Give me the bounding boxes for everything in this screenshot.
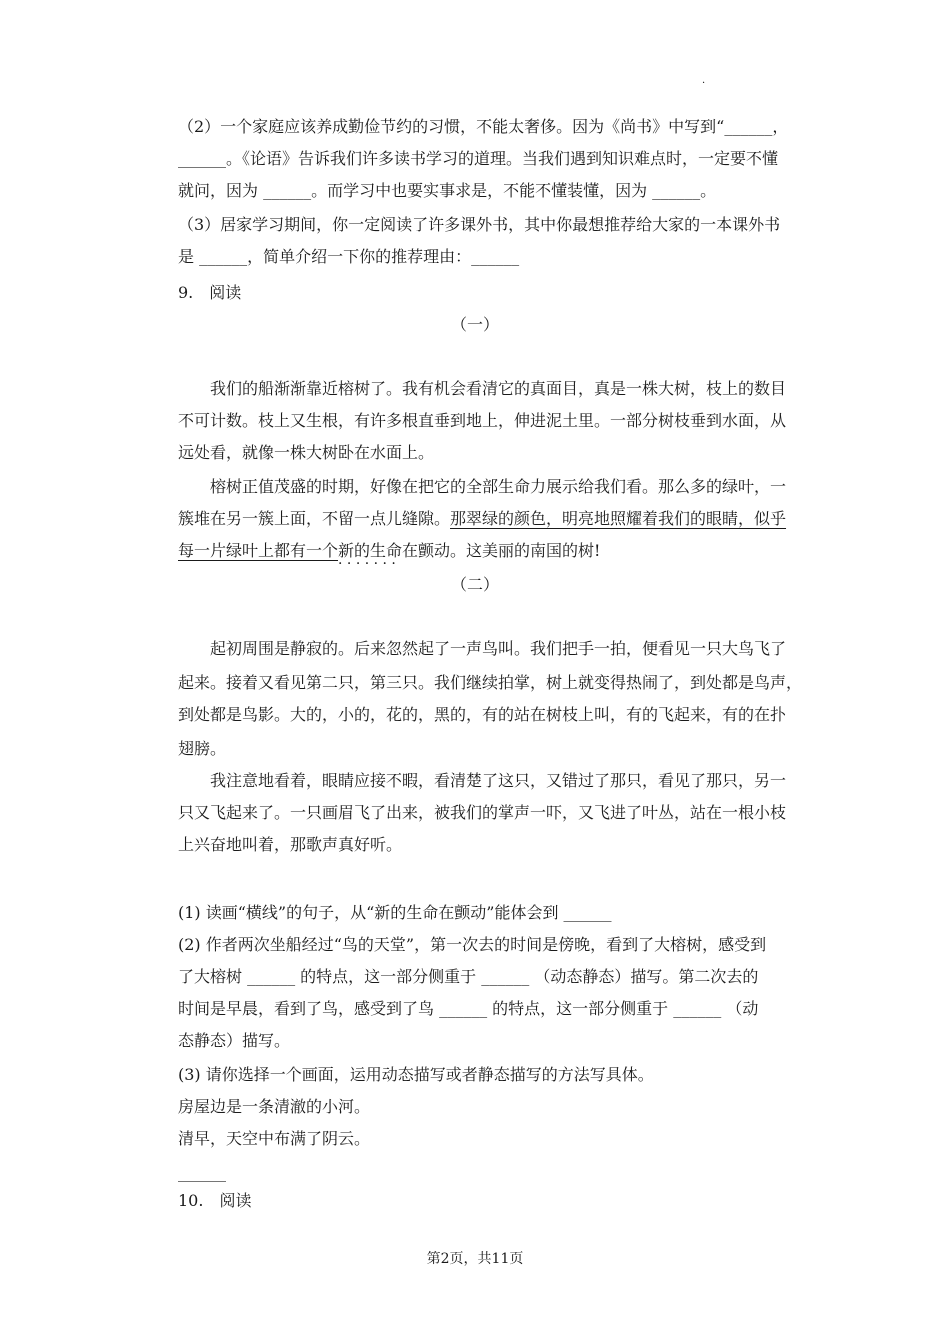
page-mark: ·	[702, 78, 706, 89]
q9-part2-para2-line2: 只又飞起来了。一只画眉飞了出来，被我们的掌声一吓，又飞进了叶丛，站在一根小枝	[178, 803, 787, 822]
q8-part3-line1: （3）居家学习期间，你一定阅读了许多课外书，其中你最想推荐给大家的一本课外书	[178, 215, 781, 234]
q9-sub3: (3) 请你选择一个画面，运用动态描写或者静态描写的方法写具体。	[178, 1065, 654, 1084]
underlined-sentence-end: 每一片绿叶上都有一个	[178, 541, 339, 560]
q9-sub2-line2: 了大榕树 ______ 的特点，这一部分侧重于 ______ （动态静态）描写。第二次去的	[178, 967, 759, 986]
para2-line2-plain: 簇堆在另一簇上面，不留一点儿缝隙。	[178, 509, 451, 528]
dotted-emphasis: 新的生命在颤动 · · ·	[338, 541, 450, 560]
q9-part1-para2-line2	[178, 508, 786, 530]
para2-line3-plain: 。这美丽的南国的树!	[450, 541, 601, 560]
page-footer: 第2页，共11页	[426, 1251, 524, 1267]
q9-part2-para1-line2: 起来。接着又看见第二只，第三只。我们继续拍掌，树上就变得热闹了，到处都是鸟声，	[178, 673, 803, 692]
q9-part1-para2-line1: 榕树正值茂盛的时期，好像在把它的全部生命力展示给我们看。那么多的绿叶，一	[210, 477, 787, 496]
q10-heading: 10. 阅读	[178, 1191, 252, 1210]
q8-part2-line1: （2）一个家庭应该养成勤俭节约的习惯，不能太奢侈。因为《尚书》中写到“______，	[178, 117, 789, 136]
q9-sub2-line1: (2) 作者两次坐船经过“鸟的天堂”，第一次去的时间是傍晚，看到了大榕树，感受到	[178, 935, 767, 954]
q9-part2-title: （二）	[450, 575, 499, 594]
q9-sub2-line3: 时间是早晨，看到了鸟，感受到了鸟 ______ 的特点，这一部分侧重于 ______ （动	[178, 999, 759, 1018]
underlined-sentence-start: 那翠绿的颜色，明亮地照耀着我们的眼睛，似乎	[450, 509, 787, 528]
q8-part3-line2: 是 ______，简单介绍一下你的推荐理由：______	[178, 247, 520, 266]
q9-part1-para2-line3	[178, 540, 600, 562]
q9-sub3-option1: 房屋边是一条清澈的小河。	[178, 1097, 371, 1116]
q9-sub2-line4: 态静态）描写。	[178, 1031, 291, 1050]
q9-sub3-answer-blank: ______	[178, 1163, 226, 1182]
q9-part1-para1-line2: 不可计数。枝上又生根，有许多根直垂到地上，伸进泥土里。一部分树枝垂到水面，从	[178, 411, 787, 430]
q9-part2-para2-line1: 我注意地看着，眼睛应接不暇，看清楚了这只，又错过了那只，看见了那只，另一	[210, 771, 787, 790]
q9-part2-para1-line4: 翅膀。	[178, 739, 227, 758]
q8-part2-line3: 就问，因为 ______。而学习中也要实事求是，不能不懂装懂，因为 ______。	[178, 181, 717, 200]
q9-part1-para1-line3: 远处看，就像一株大树卧在水面上。	[178, 443, 435, 462]
q9-heading: 9. 阅读	[178, 283, 242, 302]
q9-part2-para2-line3: 上兴奋地叫着，那歌声真好听。	[178, 835, 403, 854]
q9-part2-para1-line1: 起初周围是静寂的。后来忽然起了一声鸟叫。我们把手一拍，便看见一只大鸟飞了	[210, 639, 787, 658]
q9-sub1: (1) 读画“横线”的句子，从“新的生命在颤动”能体会到 ______	[178, 903, 612, 922]
q9-part1-title: （一）	[450, 315, 499, 334]
q9-part2-para1-line3: 到处都是鸟影。大的，小的，花的，黑的，有的站在树枝上叫，有的飞起来，有的在扑	[178, 705, 787, 724]
q9-sub3-option2: 清早，天空中布满了阴云。	[178, 1129, 371, 1148]
q8-part2-line2: ______。《论语》告诉我们许多读书学习的道理。当我们遇到知识难点时，一定要不懂	[178, 149, 779, 168]
q9-part1-para1-line1: 我们的船渐渐靠近榕树了。我有机会看清它的真面目，真是一株大树，枝上的数目	[210, 379, 787, 398]
